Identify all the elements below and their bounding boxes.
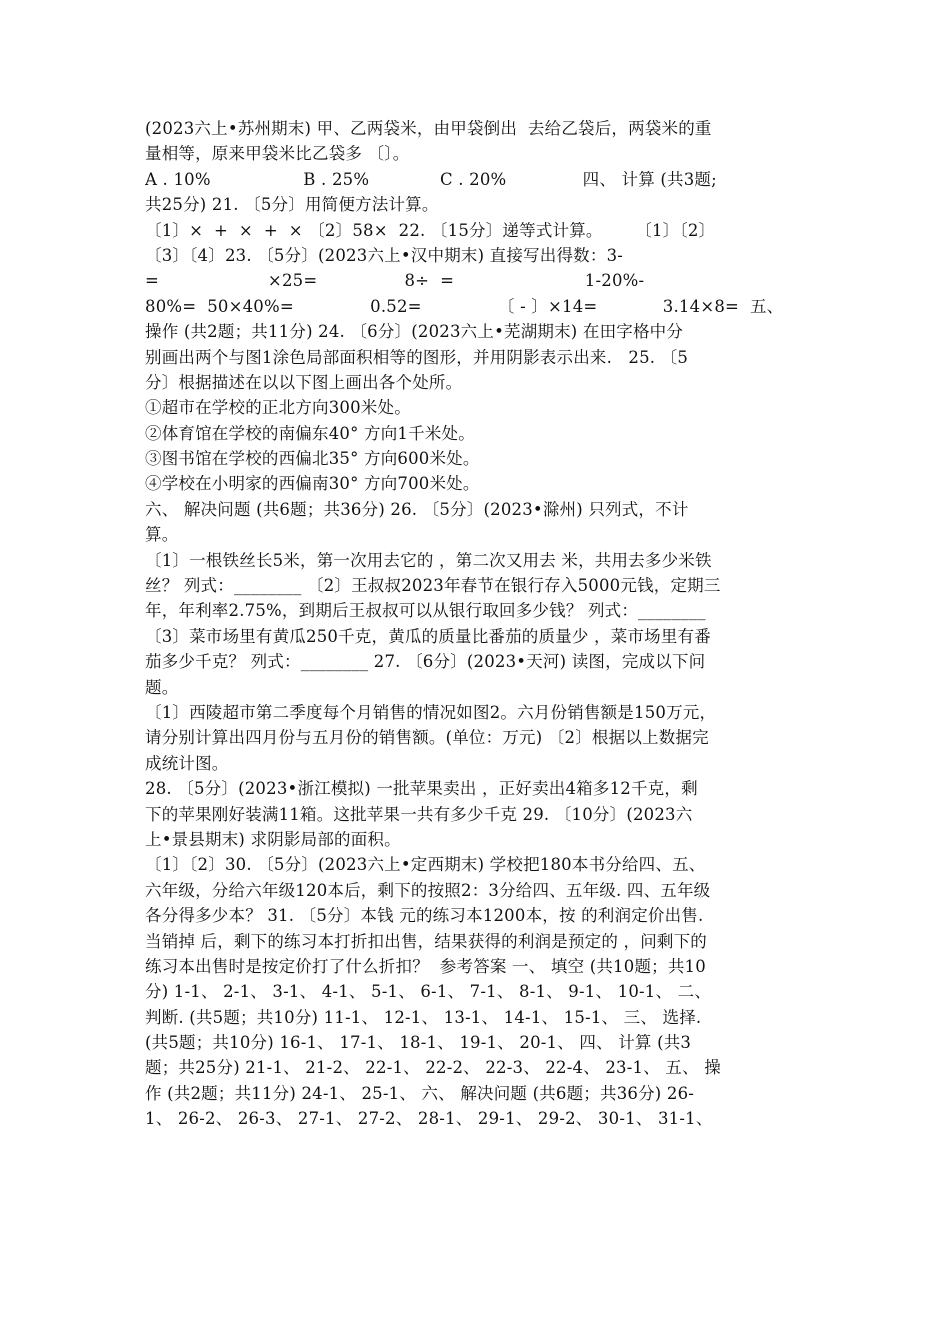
text-line: 年，年利率2.75%，到期后王叔叔可以从银行取回多少钱？ 列式：________ xyxy=(145,601,706,621)
text-line: 成统计图。 xyxy=(145,753,229,773)
text-line: 六、 解决问题 (共6题；共36分) 26. 〔5分〕(2023•滁州) 只列式，不计 xyxy=(145,499,689,519)
text-line: 共25分) 21. 〔5分〕用简便方法计算。 xyxy=(145,195,439,215)
text-line: 题。 xyxy=(145,677,179,697)
text-line: 当销掉 后，剩下的练习本打折扣出售，结果获得的利润是预定的 ，问剩下的 xyxy=(145,931,707,951)
text-line: 丝？ 列式：________ 〔2〕王叔叔2023年春节在银行存入5000元钱，定期三 xyxy=(145,576,721,596)
text-line: 请分别计算出四月份与五月份的销售额。(单位：万元) 〔2〕根据以上数据完 xyxy=(145,728,709,748)
text-line: 量相等，原来甲袋米比乙袋多 〔〕。 xyxy=(145,144,410,164)
text-line: 28. 〔5分〕(2023•浙江模拟) 一批苹果卖出 ，正好卖出4箱多12千克，剩 xyxy=(145,779,698,799)
text-line: 各分得多少本？ 31. 〔5分〕本钱 元的练习本1200本，按 的利润定价出售. xyxy=(145,906,704,926)
text-line: 算。 xyxy=(145,525,179,545)
text-line: 分〕根据描述在以以下图上画出各个处所。 xyxy=(145,372,463,392)
text-line: ④学校在小明家的西偏南30° 方向700米处。 xyxy=(145,474,480,494)
text-line: 判断. (共5题；共10分) 11-1、 12-1、 13-1、 14-1、 15-1、 三、 选择. xyxy=(145,1007,702,1027)
text-line: 1、 26-2、 26-3、 27-1、 27-2、 28-1、 29-1、 29-2、 30-1、 31-1、 xyxy=(145,1109,713,1129)
text-line: A . 10% B . 25% C . 20% 四、 计算 (共3题; xyxy=(145,169,717,189)
text-line: 茄多少千克？ 列式：________ 27. 〔6分〕(2023•天河) 读图，完成以下问 xyxy=(145,652,706,672)
text-line: (共5题；共10分) 16-1、 17-1、 18-1、 19-1、 20-1、 四、 计算 (共3 xyxy=(145,1033,692,1053)
text-line: 〔1〕× + × + × 〔2〕58× 22. 〔15分〕递等式计算。 〔1〕〔2〕 xyxy=(145,220,716,240)
text-line: 分) 1-1、 2-1、 3-1、 4-1、 5-1、 6-1、 7-1、 8-1、 9-1、 10-1、 二、 xyxy=(145,982,712,1002)
text-line: (2023六上•苏州期末) 甲、乙两袋米，由甲袋倒出 去给乙袋后，两袋米的重 xyxy=(145,119,712,138)
text-line: ③图书馆在学校的西偏北35° 方向600米处。 xyxy=(145,449,480,469)
text-line: 下的苹果刚好装满11箱。这批苹果一共有多少千克 29. 〔10分〕(2023六 xyxy=(145,804,693,824)
text-line: 别画出两个与图1涂色局部面积相等的图形，并用阴影表示出来. 25. 〔5 xyxy=(145,347,689,367)
text-line: 〔1〕〔2〕30. 〔5分〕(2023六上•定西期末) 学校把180本书分给四、五、 xyxy=(145,855,706,875)
text-line: ②体育馆在学校的南偏东40° 方向1千米处。 xyxy=(145,423,475,443)
text-line: 练习本出售时是按定价打了什么折扣？ 参考答案 一、 填空 (共10题；共10 xyxy=(145,956,706,976)
text-line: 操作 (共2题；共11分) 24. 〔6分〕(2023六上•芜湖期末) 在田字格中分 xyxy=(145,322,684,342)
text-line: 上•景县期末) 求阴影局部的面积。 xyxy=(145,829,401,849)
text-line: ①超市在学校的正北方向300米处。 xyxy=(145,398,411,418)
text-line: 80%= 50×40%= 0.52= 〔 - 〕×14= 3.14×8= 五、 xyxy=(145,296,784,316)
text-line: 〔1〕西陵超市第二季度每个月销售的情况如图2。六月份销售额是150万元， xyxy=(145,702,717,722)
text-line: 题；共25分) 21-1、 21-2、 22-1、 22-2、 22-3、 22-4、 23-1、 五、 操 xyxy=(145,1058,721,1078)
document-page xyxy=(145,116,815,1132)
text-line: 作 (共2题；共11分) 24-1、 25-1、 六、 解决问题 (共6题；共36分) 26- xyxy=(145,1083,695,1103)
text-line: 〔1〕一根铁丝长5米，第一次用去它的 ，第二次又用去 米，共用去多少米铁 xyxy=(145,550,712,570)
text-line: 〔3〕〔4〕23. 〔5分〕(2023六上•汉中期末) 直接写出得数：3- xyxy=(145,245,624,265)
text-line: = ×25= 8÷ = 1-20%- xyxy=(145,271,645,291)
text-line: 六年级，分给六年级120本后，剩下的按照2：3分给四、五年级. 四、五年级 xyxy=(145,880,711,900)
text-line: 〔3〕菜市场里有黄瓜250千克，黄瓜的质量比番茄的质量少 ，菜市场里有番 xyxy=(145,626,711,646)
